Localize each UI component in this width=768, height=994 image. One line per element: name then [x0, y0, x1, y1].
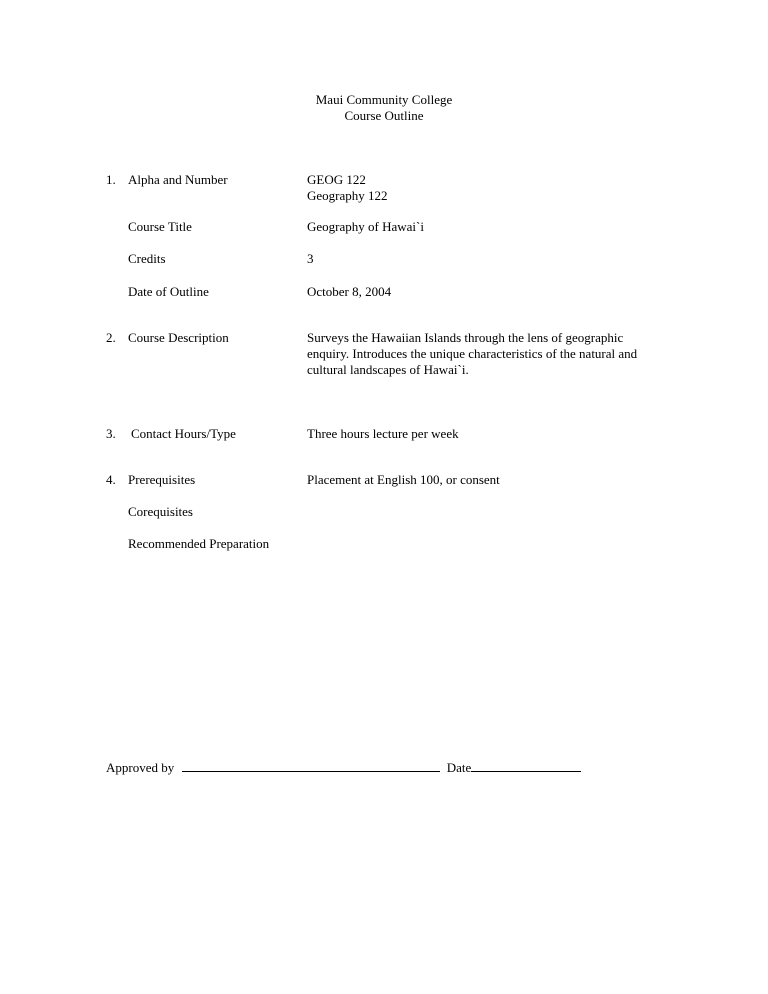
approved-by-label: Approved by [106, 760, 175, 775]
contact-hours-value: Three hours lecture per week [307, 426, 459, 441]
credits-label: Credits [128, 251, 166, 266]
recommended-preparation-label: Recommended Preparation [128, 536, 270, 551]
alpha-code: GEOG 122 [307, 172, 366, 187]
signature-date-line[interactable] [471, 758, 581, 772]
course-title-label: Course Title [128, 219, 192, 234]
prerequisites-value: Placement at English 100, or consent [307, 472, 500, 487]
college-name: Maui Community College [315, 92, 453, 107]
course-description-label: Course Description [128, 330, 229, 345]
prerequisites-label: Prerequisites [128, 472, 196, 487]
corequisites-label: Corequisites [128, 504, 193, 519]
signature-date-label: Date [446, 760, 472, 775]
date-of-outline-value: October 8, 2004 [307, 284, 392, 299]
document-header [0, 92, 768, 124]
credits-value: 3 [307, 251, 314, 266]
alpha-name: Geography 122 [307, 188, 388, 203]
alpha-number-label: Alpha and Number [128, 172, 228, 187]
approved-by-line[interactable] [182, 758, 440, 772]
section-3-number: 3. [106, 426, 116, 441]
section-2-number: 2. [106, 330, 116, 345]
section-4-number: 4. [106, 472, 116, 487]
document-title: Course Outline [344, 108, 424, 123]
signature-row [106, 758, 581, 776]
alpha-number-value [307, 172, 388, 204]
date-of-outline-label: Date of Outline [128, 284, 209, 299]
section-1-number: 1. [106, 172, 116, 187]
course-description-value: Surveys the Hawaiian Islands through the lens of geographic enquiry. Introduces the unique characteristics of the natural and cultural landscapes of Hawai`i. [307, 330, 638, 377]
contact-hours-label: Contact Hours/Type [131, 426, 236, 441]
course-title-value: Geography of Hawai`i [307, 219, 424, 234]
